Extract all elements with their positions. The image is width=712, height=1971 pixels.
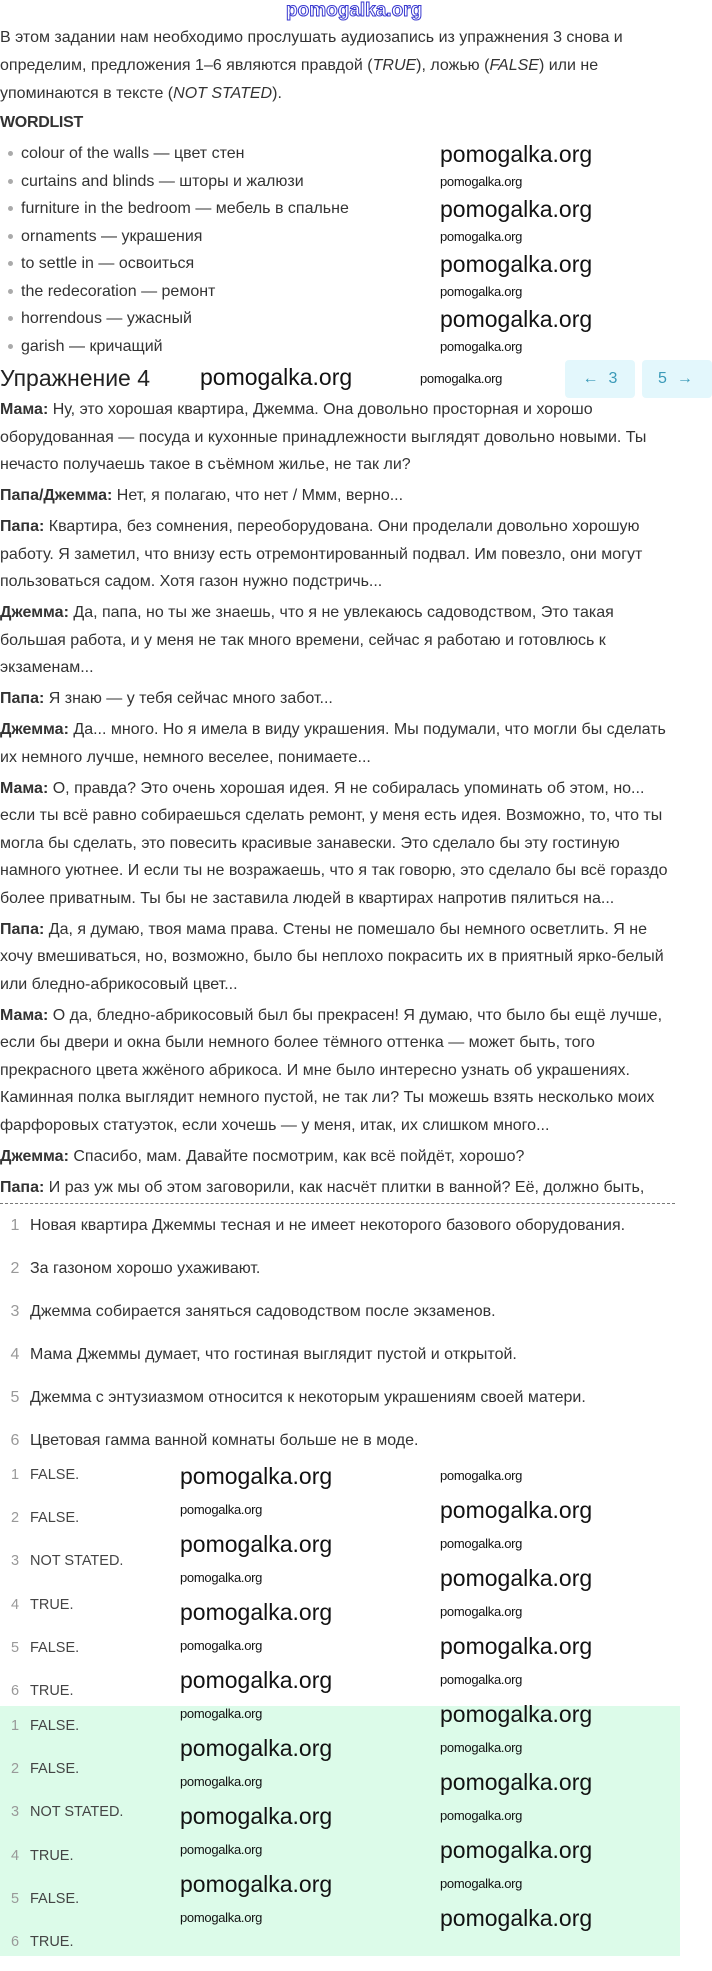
dialog-text: Да, я думаю, твоя мама права. Стены не помешало бы немного осветлить. Я не хочу вмешиваться, но, возможно, было бы неплохо покрасить их в приятный ярко-белый или бледно-абрикосовый цвет... (0, 920, 664, 993)
question-item (0, 1384, 680, 1427)
watermark: pomogalka.org (180, 1502, 263, 1517)
watermark: pomogalka.org (180, 1871, 333, 1897)
watermark: pomogalka.org (200, 364, 353, 390)
watermark: pomogalka.org (420, 371, 503, 386)
answer-text: TRUE. (30, 1933, 74, 1950)
answer-item (0, 1547, 150, 1590)
watermark: pomogalka.org (180, 1638, 263, 1653)
answer-text: FALSE. (30, 1718, 80, 1734)
question-number: 3 (10, 1303, 20, 1320)
watermark: pomogalka.org (440, 283, 523, 299)
dialog-text: Я знаю — у тебя сейчас много забот... (44, 690, 333, 707)
dialog-line (0, 716, 676, 771)
intro-text: В этом задании нам необходимо прослушать аудиозапись из упражнения 3 снова и определим, предложения 1–6 являются правдой ( (0, 29, 623, 74)
dialog-line (0, 1143, 676, 1171)
question-item (0, 1298, 680, 1341)
watermark: pomogalka.org (180, 1599, 333, 1625)
intro-text: ) или не упоминаются в тексте ( (0, 57, 599, 102)
speaker-name: Мама: (0, 401, 49, 418)
dialog-text: И раз уж мы об этом заговорили, как насчёт плитки в ванной? Её, должно быть, (44, 1178, 645, 1196)
dialog-text: О, правда? Это очень хорошая идея. Я не собиралась упоминать об этом, но... если ты всё равно собираешься сделать ремонт, у меня есть идея. Возможно, то, что ты могла бы сделать, это повесить красивые занавески. Это сделало бы эту гостиную намного уютнее. И если ты не возражаешь, что я так говорю, это сделало бы всё гораздо более приватным. Ты бы не заставила людей в квартирах напротив пялиться на... (0, 779, 668, 907)
answer-item (0, 1798, 150, 1841)
dialog-line (0, 685, 676, 713)
question-number: 5 (10, 1389, 20, 1406)
answers-list (0, 1461, 150, 1720)
answer-number: 6 (10, 1933, 20, 1950)
answer-item (0, 1634, 150, 1677)
dialog-line (0, 775, 676, 913)
answer-number: 5 (10, 1639, 20, 1656)
answer-item (0, 1461, 150, 1504)
answer-number: 2 (10, 1761, 20, 1778)
exercise-title: Упражнение 4 (0, 365, 151, 391)
speaker-name: Папа/Джемма: (0, 487, 113, 504)
watermark: pomogalka.org (440, 1701, 593, 1727)
watermark: pomogalka.org (180, 1463, 333, 1489)
wordlist-item-text: curtains and blinds — шторы и жалюзи (21, 172, 304, 190)
watermark: pomogalka.org (440, 1536, 523, 1551)
speaker-name: Мама: (0, 779, 49, 797)
answer-text: TRUE. (30, 1596, 74, 1613)
dialog-text: Да, папа, но ты же знаешь, что я не увлекаюсь садоводством, Это такая большая работа, и у меня не так много времени, сейчас я работаю и готовлюсь к экзаменам... (0, 604, 614, 676)
wordlist-item-text: ornaments — украшения (21, 227, 203, 245)
speaker-name: Джемма: (0, 1147, 69, 1165)
watermark: pomogalka.org (440, 1876, 523, 1891)
wordlist-item-text: garish — кричащий (21, 337, 163, 355)
answer-item (0, 1591, 150, 1634)
question-text: Новая квартира Джеммы тесная и не имеет некоторого базового оборудования. (30, 1217, 626, 1234)
watermark: pomogalka.org (440, 1905, 593, 1931)
question-number: 6 (10, 1432, 20, 1449)
watermark: pomogalka.org (180, 1774, 263, 1789)
wordlist-item (8, 278, 349, 306)
wordlist-item-text: to settle in — освоиться (21, 255, 195, 272)
watermark: pomogalka.org (440, 1837, 593, 1863)
answer-number: 1 (10, 1467, 20, 1483)
wordlist (8, 140, 349, 360)
watermark: pomogalka.org (440, 1633, 593, 1659)
answer-text: TRUE. (30, 1682, 74, 1699)
watermark: pomogalka.org (440, 1468, 523, 1483)
watermark: pomogalka.org (440, 1565, 593, 1591)
prev-exercise-button[interactable] (565, 360, 635, 398)
watermark: pomogalka.org (180, 1842, 263, 1857)
intro-not-stated: NOT STATED (173, 85, 273, 102)
bullet-icon (8, 344, 13, 349)
wordlist-item (8, 250, 349, 278)
wordlist-item-text: horrendous — ужасный (21, 310, 192, 327)
watermark: pomogalka.org (440, 1769, 593, 1795)
question-item (0, 1341, 680, 1384)
dialog-line (0, 482, 676, 510)
arrow-left-icon: ← (582, 370, 599, 387)
wordlist-item (8, 223, 349, 251)
question-item (0, 1255, 680, 1298)
speaker-name: Джемма: (0, 721, 69, 738)
watermark: pomogalka.org (440, 141, 593, 167)
answer-text: NOT STATED. (30, 1804, 124, 1821)
question-number: 4 (10, 1346, 20, 1363)
dialog-text: Спасибо, мам. Давайте посмотрим, как всё пойдёт, хорошо? (68, 1147, 525, 1165)
answer-number: 1 (10, 1718, 20, 1734)
divider (0, 1203, 675, 1204)
answer-number: 3 (10, 1553, 20, 1570)
dialog-line (0, 1174, 676, 1202)
arrow-right-icon: → (676, 370, 693, 387)
answer-number: 4 (10, 1596, 20, 1613)
answer-number: 3 (10, 1804, 20, 1821)
dialog-text: Квартира, без сомнения, переоборудована. Они проделали довольно хорошую работу. Я заметил, что внизу есть отремонтированный подвал. Им повезло, они могут пользоваться садом. Хотя газон нужно подстричь... (0, 518, 643, 590)
answer-text: FALSE. (30, 1510, 80, 1527)
answer-item (0, 1755, 150, 1798)
next-exercise-label: 5 (658, 370, 667, 387)
wordlist-title: WORDLIST (0, 114, 83, 131)
answer-text: FALSE. (30, 1467, 80, 1483)
speaker-name: Папа: (0, 690, 45, 707)
answer-number: 2 (10, 1510, 20, 1527)
wordlist-item (8, 140, 349, 168)
intro-text: ). (272, 85, 282, 102)
bullet-icon (8, 206, 13, 211)
intro-text: ), ложью ( (416, 57, 490, 74)
intro-false: FALSE (489, 57, 539, 74)
question-text: Мама Джеммы думает, что гостиная выглядит пустой и открытой. (30, 1346, 517, 1363)
question-item (0, 1212, 680, 1255)
wordlist-item (8, 305, 349, 333)
bullet-icon (8, 316, 13, 321)
next-exercise-button[interactable] (642, 360, 712, 398)
answer-item (0, 1842, 150, 1885)
answer-item (0, 1928, 150, 1971)
speaker-name: Папа: (0, 518, 45, 535)
speaker-name: Джемма: (0, 604, 69, 621)
dialog-line (0, 916, 676, 999)
wordlist-item-text: colour of the walls — цвет стен (21, 145, 245, 162)
answer-text: TRUE. (30, 1847, 74, 1864)
bullet-icon (8, 261, 13, 266)
bullet-icon (8, 289, 13, 294)
watermark: pomogalka.org (440, 1808, 523, 1823)
watermark: pomogalka.org (440, 306, 593, 332)
watermark: pomogalka.org (180, 1706, 263, 1721)
dialog-line (0, 599, 676, 682)
dialog-line (0, 1002, 676, 1140)
watermark: pomogalka.org (440, 196, 593, 222)
answer-number: 6 (10, 1682, 20, 1699)
answer-item (0, 1885, 150, 1928)
watermark: pomogalka.org (180, 1735, 333, 1761)
question-text: Цветовая гамма ванной комнаты больше не в моде. (30, 1432, 419, 1449)
dialog-text: Нет, я полагаю, что нет / Ммм, верно... (112, 487, 404, 504)
question-number: 2 (10, 1260, 20, 1277)
watermark: pomogalka.org (180, 1910, 263, 1925)
question-number: 1 (10, 1217, 20, 1234)
answer-item (0, 1504, 150, 1547)
speaker-name: Мама: (0, 1006, 49, 1024)
watermark: pomogalka.org (180, 1803, 333, 1829)
bullet-icon (8, 179, 13, 184)
wordlist-item (8, 195, 349, 223)
bullet-icon (8, 151, 13, 156)
watermark: pomogalka.org (180, 1531, 333, 1557)
questions-list (0, 1212, 680, 1470)
answer-text: NOT STATED. (30, 1553, 124, 1570)
answer-number: 5 (10, 1890, 20, 1907)
watermark: pomogalka.org (440, 173, 523, 189)
wordlist-item (8, 168, 349, 196)
wordlist-item-text: the redecoration — ремонт (21, 282, 216, 300)
watermark: pomogalka.org (440, 338, 523, 354)
dialog-text: Ну, это хорошая квартира, Джемма. Она довольно просторная и хорошо оборудованная — посуда и кухонные принадлежности выглядят довольно новыми. Ты нечасто получаешь такое в съёмном жилье, не так ли? (0, 401, 647, 473)
question-text: За газоном хорошо ухаживают. (30, 1260, 261, 1277)
speaker-name: Папа: (0, 920, 45, 938)
watermark: pomogalka.org (440, 251, 593, 277)
bullet-icon (8, 234, 13, 239)
prev-exercise-label: 3 (608, 370, 618, 387)
watermark: pomogalka.org (440, 228, 523, 244)
dialog-text: О да, бледно-абрикосовый был бы прекрасен! Я думаю, что было бы ещё лучше, если бы двери и окна были немного более тёмного оттенка — может быть, того прекрасного цвета жжёного абрикоса. И мне было интересно узнать об украшениях. Каминная полка выглядит немного пустой, не так ли? Ты можешь взять несколько моих фарфоровых статуэток, если хочешь — у меня, итак, их слишком много... (0, 1006, 663, 1134)
watermark: pomogalka.org (440, 1740, 523, 1755)
watermark: pomogalka.org (440, 1672, 523, 1687)
answer-text: FALSE. (30, 1890, 80, 1907)
answer-text: FALSE. (30, 1761, 80, 1778)
question-text: Джемма собирается заняться садоводством после экзаменов. (30, 1303, 496, 1320)
answer-number: 4 (10, 1847, 20, 1864)
answer-text: FALSE. (30, 1639, 80, 1656)
watermark: pomogalka.org (440, 1497, 593, 1523)
wordlist-item-text: furniture in the bedroom — мебель в спальне (21, 200, 349, 217)
dialog-text: Да... много. Но я имела в виду украшения. Мы подумали, что могли бы сделать их немного лучше, немного веселее, понимаете... (0, 721, 666, 766)
answers-list-highlighted (0, 1712, 150, 1971)
dialog-transcript (0, 401, 676, 1202)
task-intro (0, 24, 675, 108)
dialog-line (0, 396, 676, 479)
watermark: pomogalka.org (180, 1570, 263, 1585)
dialog-line (0, 513, 676, 596)
question-text: Джемма с энтузиазмом относится к некоторым украшениям своей матери. (30, 1389, 586, 1406)
watermark: pomogalka.org (286, 0, 423, 21)
intro-true: TRUE (372, 57, 417, 74)
watermark: pomogalka.org (440, 1604, 523, 1619)
answer-item (0, 1712, 150, 1755)
speaker-name: Папа: (0, 1178, 45, 1196)
wordlist-item (8, 333, 349, 361)
watermark: pomogalka.org (180, 1667, 333, 1693)
